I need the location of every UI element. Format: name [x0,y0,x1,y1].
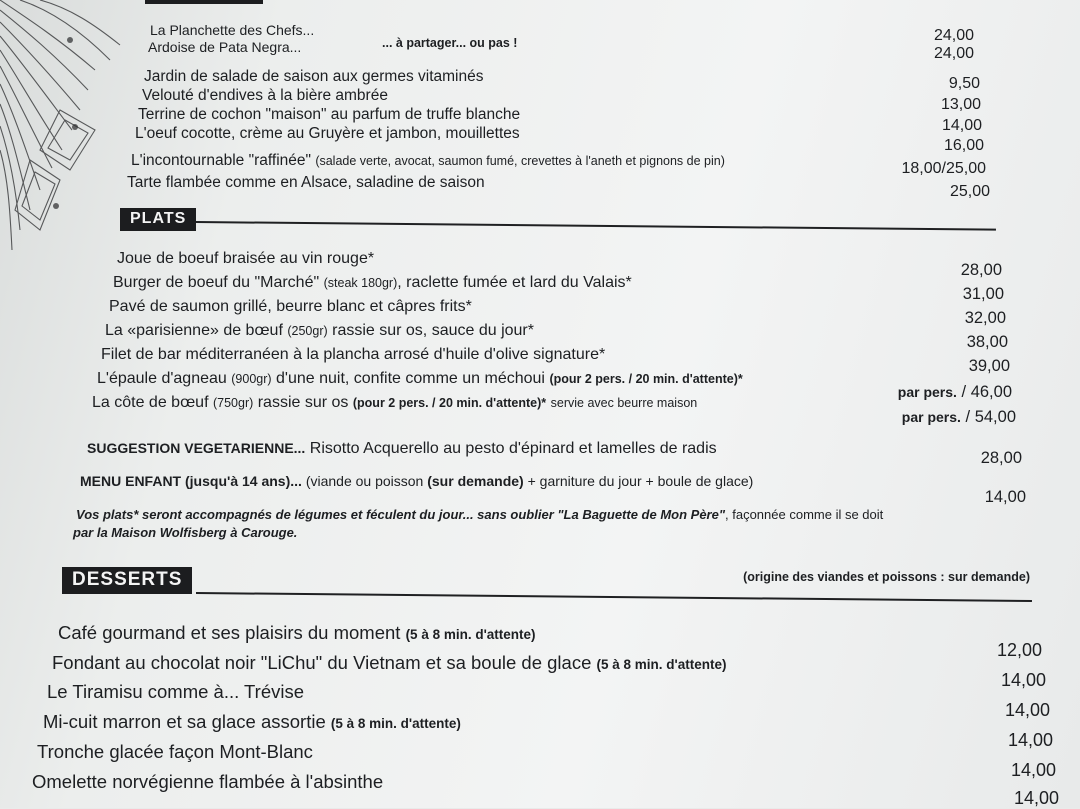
dessert-price: 14,00 [1010,760,1056,780]
entree-name: Jardin de salade de saison aux germes vitaminés [144,68,484,85]
dessert-note: (5 à 8 min. d'attente) [330,716,461,731]
plat-name-detail: (250gr) [287,324,328,338]
section-title-desserts: DESSERTS [62,567,192,594]
plat-name-note: (pour 2 pers. / 20 min. d'attente)* [549,372,743,386]
kids-menu-price: 14,00 [984,488,1026,506]
plat-price-value: 54,00 [974,408,1016,426]
entree-name [131,152,725,170]
dessert-name-main: Fondant au chocolat noir "LiChu" du Vietnam et sa boule de glace [52,652,592,673]
plat-price: 39,00 [968,357,1010,375]
plat-name-detail: (900gr) [231,372,272,386]
per-person-label: par pers. [901,409,961,425]
kids-menu [80,473,753,489]
dessert-note: (5 à 8 min. d'attente) [405,627,536,642]
entree-price: 13,00 [940,96,981,113]
plat-price: 38,00 [966,333,1008,351]
dessert-name [52,652,727,674]
dessert-name [58,622,536,644]
dessert-price: 14,00 [1013,788,1059,808]
dessert-price: 14,00 [1004,700,1050,720]
sides-note-line2: par la Maison Wolfisberg à Carouge. [73,525,298,540]
dessert-name-main: Mi-cuit marron et sa glace assortie [43,711,326,732]
engraving-illustration [0,0,125,270]
entree-price: 18,00/25,00 [901,160,986,177]
kids-menu-text-a: (viande ou poisson [305,473,424,489]
dessert-price: 14,00 [1007,730,1053,750]
plat-name-detail: (750gr) [212,396,254,410]
entree-name: L'oeuf cocotte, crème au Gruyère et jambon, mouillettes [135,125,520,142]
entree-name: La Planchette des Chefs... [150,22,315,38]
per-person-label: par pers. [897,384,957,400]
entree-price: 16,00 [943,137,984,154]
plat-name: Filet de bar méditerranéen à la plancha arrosé d'huile d'olive signature* [101,346,606,363]
plat-name [105,322,534,340]
plat-name-note: (pour 2 pers. / 20 min. d'attente)* [352,396,547,410]
plat-name: Joue de boeuf braisée au vin rouge* [117,250,375,267]
vegetarian-suggestion [87,440,717,458]
plat-name [113,274,632,292]
plat-name: Pavé de saumon grillé, beurre blanc et câpres frits* [109,298,472,315]
vegetarian-dish: Risotto Acquerello au pesto d'épinard et lamelles de radis [309,440,717,457]
vegetarian-price: 28,00 [980,449,1022,467]
origin-note: (origine des viandes et poissons : sur demande) [743,570,1030,584]
vegetarian-label: SUGGESTION VEGETARIENNE... [87,440,306,456]
plat-name [97,370,743,388]
entree-name-main: L'incontournable "raffinée" [131,152,311,169]
sides-note-b: , façonnée comme il se doit [725,507,884,522]
plat-price: par pers. / 46,00 [897,383,1012,401]
plat-price: 32,00 [964,309,1006,327]
plat-price: 28,00 [960,261,1002,279]
entrees-section-bar-partial [145,0,263,4]
dessert-name [43,711,461,733]
plat-name-tail: , raclette fumée et lard du Valais* [397,274,632,291]
plat-name-tail: d'une nuit, confite comme un méchoui [276,370,545,387]
entree-price: 24,00 [933,45,974,62]
dessert-name: Le Tiramisu comme à... Trévise [47,681,305,702]
section-title-plats: PLATS [120,208,196,231]
entree-price: 9,50 [948,75,980,92]
dessert-name: Tronche glacée façon Mont-Blanc [37,741,313,762]
kids-menu-label: MENU ENFANT (jusqu'à 14 ans)... [80,473,302,489]
plat-name-main: La côte de bœuf [92,394,209,411]
sides-note [76,507,1026,522]
plat-name-main: La «parisienne» de bœuf [105,322,283,339]
plat-name-detail: (steak 180gr) [323,276,398,290]
dessert-name-main: Café gourmand et ses plaisirs du moment [58,622,401,643]
entree-name-detail: (salade verte, avocat, saumon fumé, crevettes à l'aneth et pignons de pin) [315,154,725,168]
plat-name-main: L'épaule d'agneau [97,370,227,387]
entree-price: 14,00 [941,117,982,134]
entree-note: ... à partager... ou pas ! [382,36,518,50]
entree-price: 24,00 [933,27,974,44]
entree-name: Tarte flambée comme en Alsace, saladine de saison [127,174,485,191]
dessert-price: 14,00 [1000,670,1046,690]
plat-price: par pers. / 54,00 [901,408,1016,426]
dessert-price: 12,00 [996,640,1042,660]
entree-name: Ardoise de Pata Negra... [148,39,302,55]
dessert-note: (5 à 8 min. d'attente) [596,657,727,672]
kids-menu-bold: (sur demande) [427,473,524,489]
plat-name-tail: rassie sur os [257,394,349,411]
entree-price: 25,00 [949,183,990,200]
plat-name [92,394,697,412]
entree-name: Velouté d'endives à la bière ambrée [142,87,388,104]
kids-menu-text-c: + garniture du jour + boule de glace) [527,473,754,489]
plat-name-main: Burger de boeuf du "Marché" [113,274,320,291]
dessert-name: Omelette norvégienne flambée à l'absinthe [32,771,384,792]
plat-name-extra: servie avec beurre maison [550,396,698,410]
plat-price-value: 46,00 [970,383,1012,401]
sides-note-a: Vos plats* seront accompagnés de légumes et féculent du jour... sans oublier "La Baguette de Mon Père" [76,507,726,522]
plat-name-tail: rassie sur os, sauce du jour* [332,322,534,339]
entree-name: Terrine de cochon "maison" au parfum de truffe blanche [138,106,521,123]
plat-price: 31,00 [962,285,1004,303]
